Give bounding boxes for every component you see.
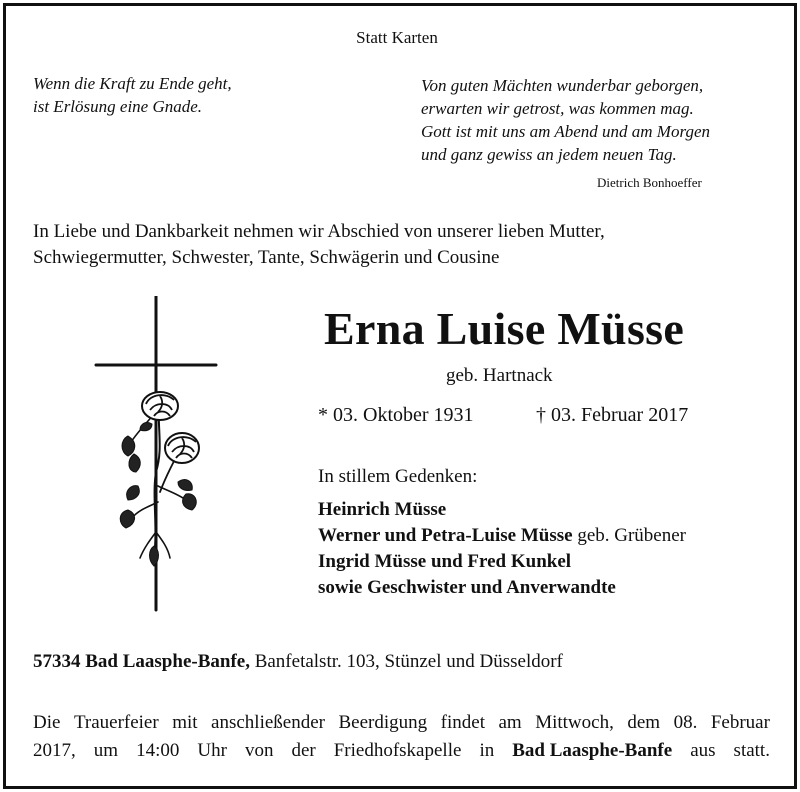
birth-date: * 03. Oktober 1931: [318, 404, 474, 426]
funeral-word: der: [291, 740, 316, 761]
quote-author: Dietrich Bonhoeffer: [597, 175, 702, 190]
quote-left-line: Wenn die Kraft zu Ende geht,: [33, 74, 232, 93]
mourner-name: Werner und Petra-Luise Müsse: [318, 525, 573, 546]
address-town: 57334 Bad Laasphe-Banfe,: [33, 651, 250, 672]
funeral-word: Bad Laasphe-Banfe: [512, 740, 673, 761]
quote-right-line: Gott ist mit uns am Abend und am Morgen: [421, 122, 710, 141]
funeral-word: Mittwoch,: [535, 712, 614, 733]
quote-right: [421, 74, 710, 166]
cross-with-rose-icon: [94, 296, 220, 614]
death-date: † 03. Februar 2017: [536, 404, 689, 426]
funeral-word: mit: [172, 712, 198, 733]
quote-right-line: erwarten wir getrost, was kommen mag.: [421, 99, 694, 118]
funeral-word: am: [498, 712, 522, 733]
address-line: [33, 651, 563, 673]
funeral-word: Trauerfeier: [73, 712, 159, 733]
funeral-word: Uhr: [197, 740, 227, 761]
mourner-relatives: sowie Geschwister und Anverwandte: [318, 577, 616, 598]
mourner-name: Heinrich Müsse: [318, 499, 447, 520]
funeral-word: von: [244, 740, 274, 761]
funeral-word: anschließender: [211, 712, 325, 733]
funeral-word: in: [479, 740, 495, 761]
quote-right-line: und ganz gewiss an jedem neuen Tag.: [421, 145, 677, 164]
funeral-info: [33, 709, 770, 765]
funeral-word: 2017,: [33, 740, 76, 761]
funeral-word: Friedhofskapelle: [333, 740, 462, 761]
mourner-name: Ingrid Müsse und Fred Kunkel: [318, 551, 572, 572]
funeral-word: 08.: [673, 712, 698, 733]
memory-heading: In stillem Gedenken:: [318, 466, 478, 487]
funeral-word: Die: [33, 712, 61, 733]
funeral-word: Beerdigung: [338, 712, 428, 733]
funeral-word: um: [93, 740, 119, 761]
deceased-name: Erna Luise Müsse: [324, 303, 685, 354]
funeral-word: 14:00: [136, 740, 180, 761]
funeral-line: [33, 737, 770, 765]
mourners-list: [318, 497, 686, 601]
quote-left-line: ist Erlösung eine Gnade.: [33, 97, 203, 116]
address-detail: Banfetalstr. 103, Stünzel und Düsseldorf: [249, 651, 563, 672]
funeral-word: dem: [627, 712, 661, 733]
mourner-maiden-name: geb. Grübener: [572, 525, 686, 546]
maiden-name: geb. Hartnack: [446, 365, 553, 386]
funeral-word: Februar: [710, 712, 770, 733]
funeral-word: aus: [690, 740, 716, 761]
funeral-line: [33, 709, 770, 737]
quote-left: [33, 72, 232, 118]
quote-right-line: Von guten Mächten wunderbar geborgen,: [421, 76, 704, 95]
intro-line: In Liebe und Dankbarkeit nehmen wir Abschied von unserer lieben Mutter,: [33, 221, 605, 242]
intro-line: Schwiegermutter, Schwester, Tante, Schwägerin und Cousine: [33, 247, 500, 268]
funeral-word: statt.: [733, 740, 770, 761]
intro-text: [33, 219, 605, 271]
funeral-word: findet: [440, 712, 485, 733]
statt-karten-label: Statt Karten: [356, 28, 438, 47]
